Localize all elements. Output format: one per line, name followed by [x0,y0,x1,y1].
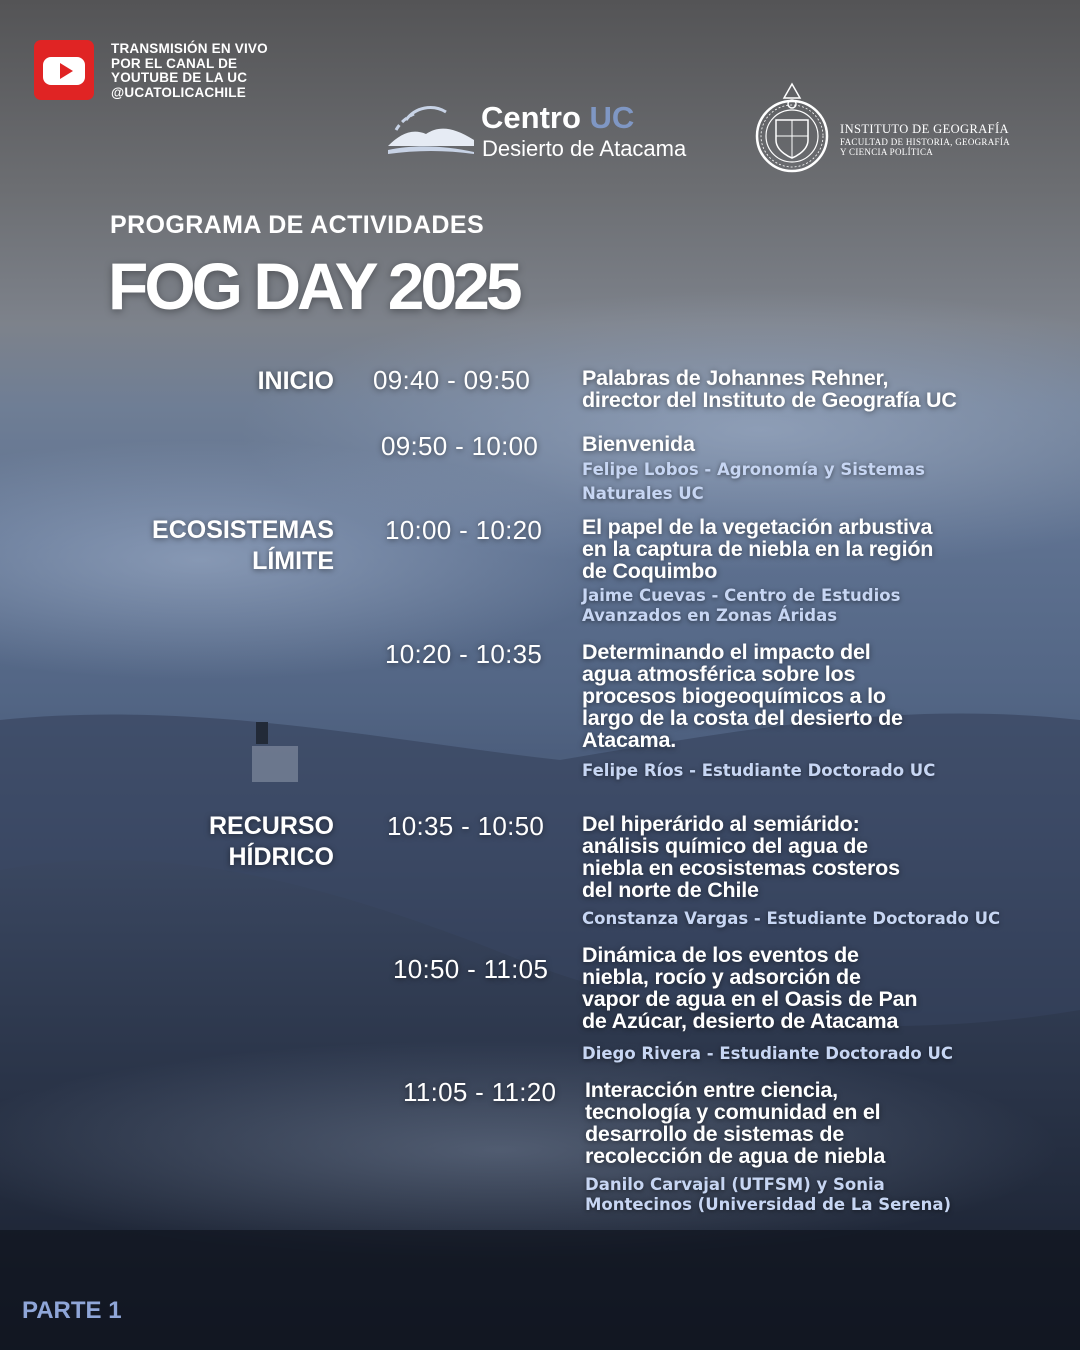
schedule-title-line: Bienvenida [582,432,695,456]
schedule-title [585,1079,885,1167]
schedule-title-line: de Azúcar, desierto de Atacama [582,1009,899,1033]
section-recurso-hidrico [209,811,334,873]
schedule-title-line: en la captura de niebla en la región [582,537,934,561]
schedule-title [582,516,933,582]
schedule-speaker [582,586,900,626]
schedule-title-line: recolección de agua de niebla [585,1144,886,1168]
schedule-title-line: vapor de agua en el Oasis de Pan [582,987,918,1011]
schedule-time: 09:50 - 10:00 [381,431,539,461]
program-label: PROGRAMA DE ACTIVIDADES [110,211,485,239]
youtube-icon[interactable] [34,40,94,100]
youtube-line: TRANSMISIÓN EN VIVO [111,41,268,56]
event-title: FOG DAY 2025 [108,249,519,323]
schedule-speaker-line: Jaime Cuevas - Centro de Estudios [582,586,901,605]
schedule-time: 10:00 - 10:20 [385,515,543,545]
centro-word: Centro [481,100,581,135]
part-label: PARTE 1 [22,1297,122,1324]
schedule-speaker [585,1175,951,1215]
schedule-title-line: de Coquimbo [582,559,718,583]
schedule-speaker-line: Felipe Ríos - Estudiante Doctorado UC [582,761,936,780]
schedule-speaker-line: Avanzados en Zonas Áridas [582,606,838,625]
schedule-title-line: tecnología y comunidad en el [585,1100,881,1124]
schedule-speaker-line: Montecinos (Universidad de La Serena) [585,1195,952,1214]
schedule-title-line: director del Instituto de Geografía UC [582,388,957,412]
schedule-speaker-line: Felipe Lobos - Agronomía y Sistemas [582,460,925,479]
schedule-time: 10:35 - 10:50 [387,811,545,841]
schedule-title-line: largo de la costa del desierto de [582,706,903,730]
university-seal-icon [754,78,830,176]
schedule-speaker [582,1044,953,1064]
schedule-speaker [582,761,935,781]
institute-subtitle-line: FACULTAD DE HISTORIA, GEOGRAFÍA [840,137,1010,147]
youtube-line: YOUTUBE DE LA UC [111,70,248,85]
centro-uc-title [481,100,634,136]
section-label: INICIO [257,367,334,395]
schedule-title-line: Dinámica de los eventos de [582,943,859,967]
schedule-time: 09:40 - 09:50 [373,365,531,395]
centro-uc-accent: UC [589,100,635,135]
schedule-speaker-line: Naturales UC [582,484,704,503]
section-ecosistemas-limite [152,515,334,577]
centro-uc-logo-icon [386,104,478,158]
schedule-title-line: El papel de la vegetación arbustiva [582,515,933,539]
schedule-speaker-line: Diego Rivera - Estudiante Doctorado UC [582,1044,953,1063]
schedule-title-line: Del hiperárido al semiárido: [582,812,860,836]
institute-subtitle [840,137,1010,157]
schedule-title-line: procesos biogeoquímicos a lo [582,684,886,708]
schedule-title [582,813,900,901]
youtube-line: POR EL CANAL DE [111,55,238,71]
schedule-title [582,433,695,455]
schedule-time: 10:50 - 11:05 [393,954,549,984]
schedule-speaker-line: Danilo Carvajal (UTFSM) y Sonia [585,1175,885,1194]
section-label: RECURSO [208,812,334,840]
schedule-title [582,367,957,411]
youtube-handle[interactable]: @UCATOLICACHILE [111,84,246,100]
schedule-title [582,641,903,751]
youtube-stream-info [111,42,268,100]
schedule-speaker [582,909,1000,929]
section-label: ECOSISTEMAS [152,516,334,544]
section-label: LÍMITE [252,547,334,575]
schedule-title-line: Atacama. [582,728,677,752]
institute-subtitle-line: Y CIENCIA POLÍTICA [840,147,934,157]
centro-uc-subtitle: Desierto de Atacama [482,136,687,161]
schedule-title-line: Palabras de Johannes Rehner, [582,366,889,390]
schedule-title-line: agua atmosférica sobre los [582,662,856,686]
schedule-title-line: niebla, rocío y adsorción de [582,965,861,989]
schedule-time: 11:05 - 11:20 [403,1077,557,1107]
section-inicio [258,366,334,397]
section-label: HÍDRICO [228,843,334,871]
schedule-speaker [582,458,925,506]
schedule-title-line: niebla en ecosistemas costeros [582,856,900,880]
schedule-title-line: análisis químico del agua de [582,834,868,858]
schedule-title-line: Determinando el impacto del [582,640,871,664]
schedule-title-line: Interacción entre ciencia, [585,1078,838,1102]
schedule-title-line: desarrollo de sistemas de [585,1122,845,1146]
schedule-title-line: del norte de Chile [582,878,759,902]
schedule-title [582,944,917,1032]
schedule-speaker-line: Constanza Vargas - Estudiante Doctorado UC [582,909,1001,928]
schedule-time: 10:20 - 10:35 [385,639,543,669]
institute-title: INSTITUTO DE GEOGRAFÍA [840,122,1009,136]
